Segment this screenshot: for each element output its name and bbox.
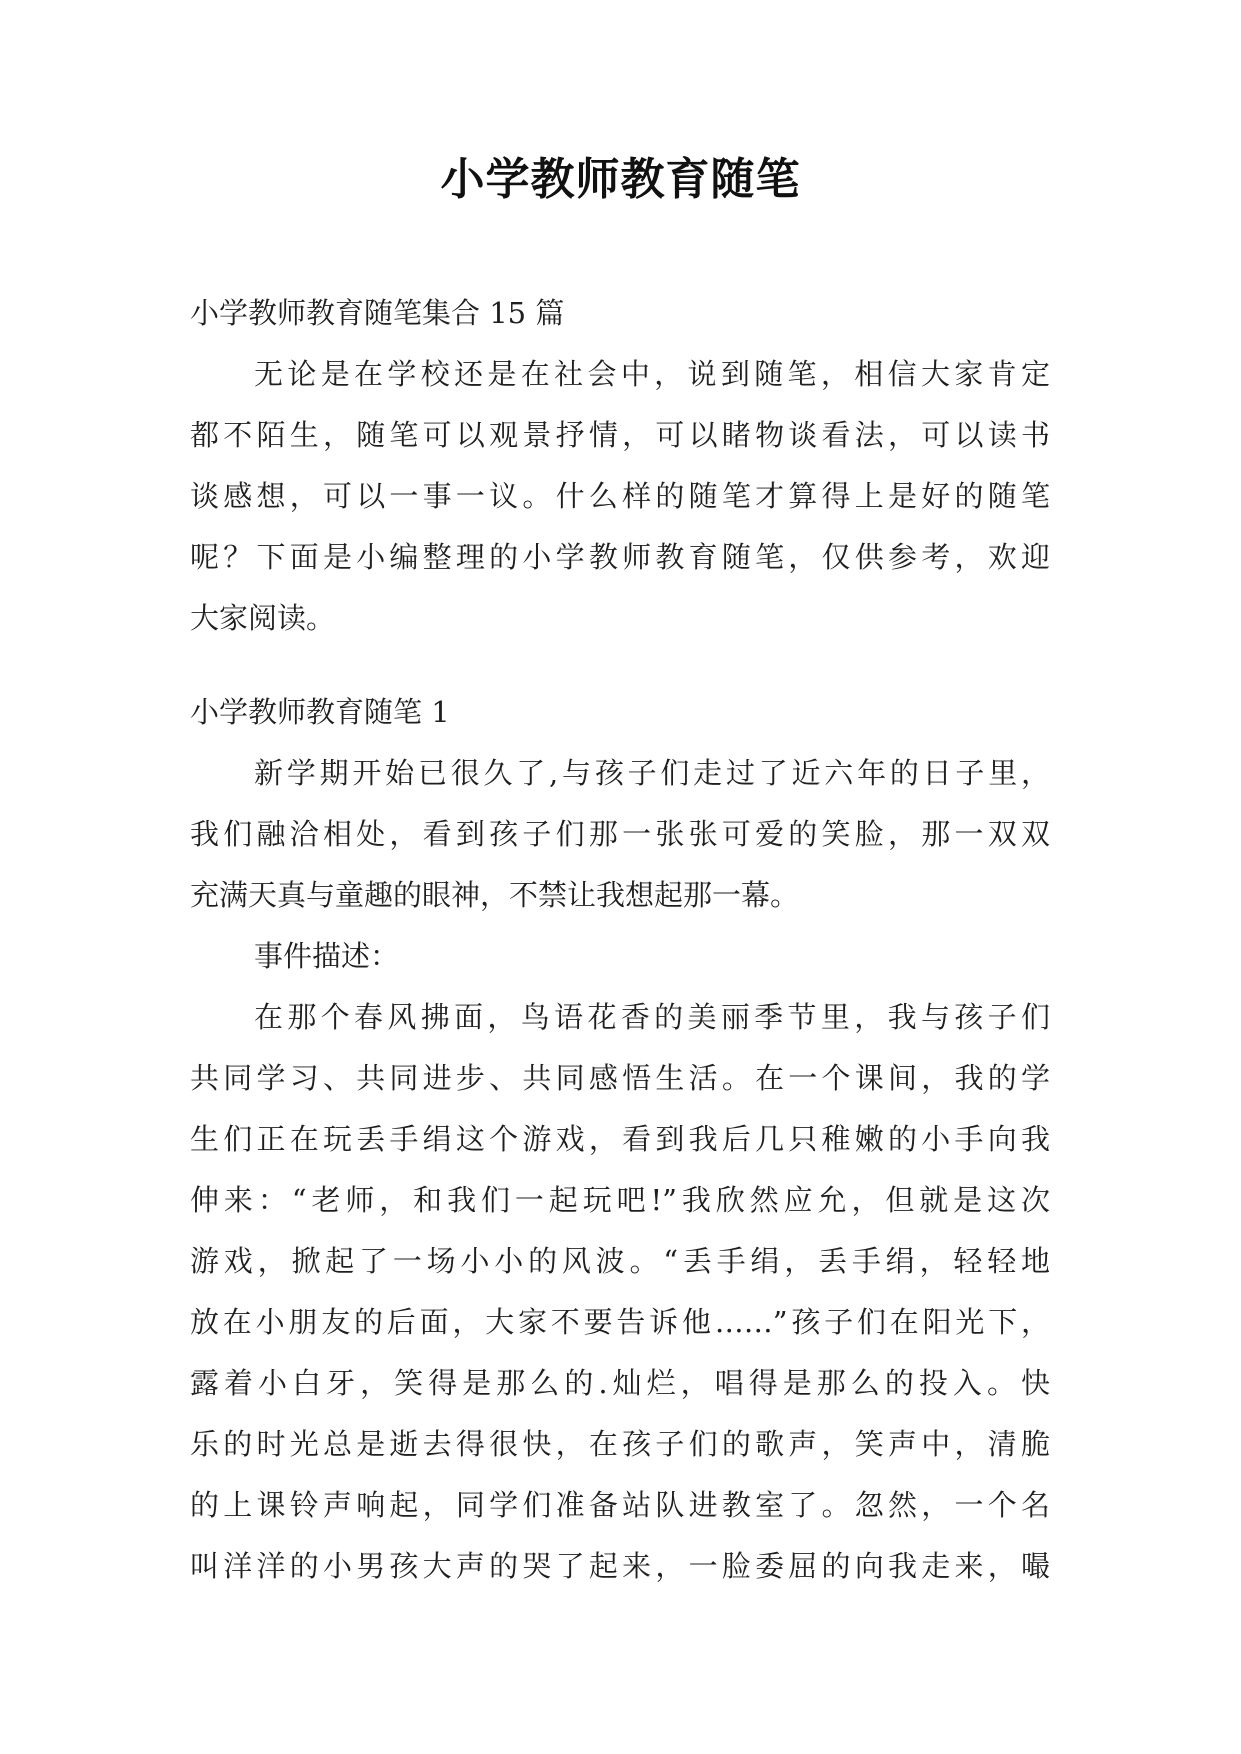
paragraph-line: 的上课铃声响起，同学们准备站队进教室了。忽然，一个名 <box>190 1488 1050 1522</box>
intro-line: 无论是在学校还是在社会中，说到随笔，相信大家肯定 <box>254 357 1050 391</box>
paragraph-line: 乐的时光总是逝去得很快，在孩子们的歌声，笑声中，清脆 <box>190 1427 1050 1461</box>
paragraph-line: 叫洋洋的小男孩大声的哭了起来，一脸委屈的向我走来，嘬 <box>190 1549 1050 1583</box>
paragraph-line: 游戏，掀起了一场小小的风波。“丢手绢，丢手绢，轻轻地 <box>190 1244 1050 1278</box>
collection-heading: 小学教师教育随笔集合 15 篇 <box>190 296 565 330</box>
paragraph-line: 我们融洽相处，看到孩子们那一张张可爱的笑脸，那一双双 <box>190 817 1050 851</box>
intro-line: 大家阅读。 <box>190 601 336 635</box>
paragraph-line: 在那个春风拂面，鸟语花香的美丽季节里，我与孩子们 <box>254 1000 1050 1034</box>
intro-line: 呢？下面是小编整理的小学教师教育随笔，仅供参考，欢迎 <box>190 540 1050 574</box>
paragraph-line: 生们正在玩丢手绢这个游戏，看到我后几只稚嫩的小手向我 <box>190 1122 1050 1156</box>
event-description-heading: 事件描述： <box>254 939 400 973</box>
paragraph-line: 充满天真与童趣的眼神，不禁让我想起那一幕。 <box>190 878 800 912</box>
paragraph-line: 共同学习、共同进步、共同感悟生活。在一个课间，我的学 <box>190 1061 1050 1095</box>
intro-line: 谈感想，可以一事一议。什么样的随笔才算得上是好的随笔 <box>190 479 1050 513</box>
paragraph-line: 放在小朋友的后面，大家不要告诉他……”孩子们在阳光下， <box>190 1305 1050 1339</box>
essay-heading: 小学教师教育随笔 1 <box>190 695 450 729</box>
paragraph-line: 新学期开始已很久了,与孩子们走过了近六年的日子里， <box>254 756 1050 790</box>
paragraph-line: 伸来：“老师，和我们一起玩吧!”我欣然应允，但就是这次 <box>190 1183 1050 1217</box>
page-title: 小学教师教育随笔 <box>440 154 801 205</box>
intro-line: 都不陌生，随笔可以观景抒情，可以睹物谈看法，可以读书 <box>190 418 1050 452</box>
intro-section <box>190 283 1050 649</box>
paragraph-line: 露着小白牙，笑得是那么的.灿烂，唱得是那么的投入。快 <box>190 1366 1050 1400</box>
essay-1-section <box>190 682 1050 1597</box>
